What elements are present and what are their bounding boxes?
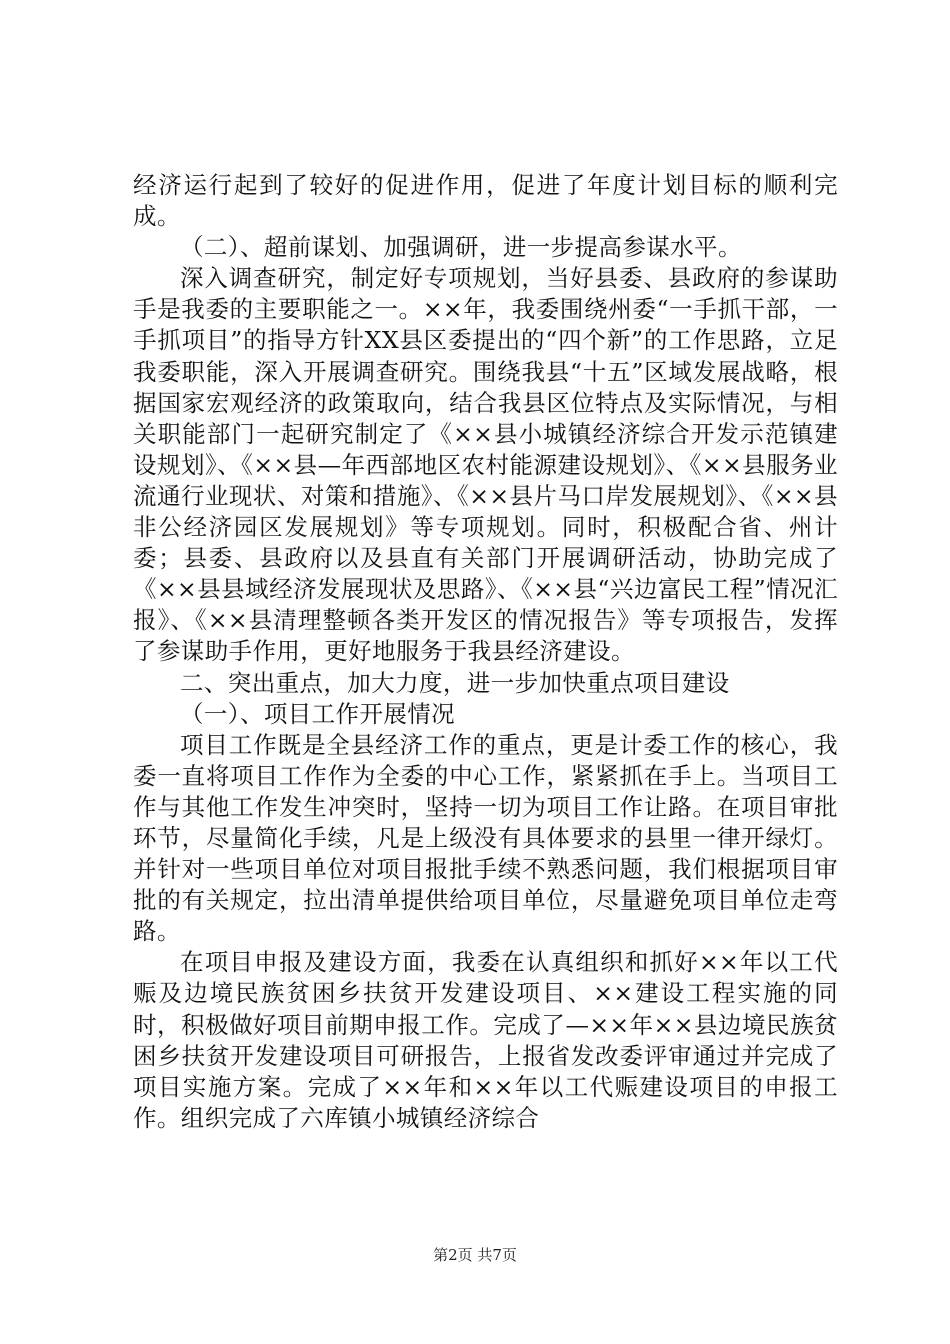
subheading-section-2: （二）、超前谋划、加强调研，进一步提高参谋水平。 bbox=[180, 233, 742, 262]
page-footer: 第2页 共7页 bbox=[433, 1246, 517, 1264]
heading-section-two: 二、突出重点，加大力度，进一步加快重点项目建设 bbox=[180, 668, 730, 697]
paragraph-research: 深入调查研究，制定好专项规划，当好县委、县政府的参谋助手是我委的主要职能之一。××年，我委围绕州委“一手抓干部，一手抓项目”的指导方针XX县区委提出的“四个新”的工作思路，立足我委职能，深入开展调查研究。围绕我县“十五”区域发展战略，根据国家宏观经济的政策取向，结合我县区位特点及实际情况，与相关职能部门一起研究制定了《××县小城镇经济综合开发示范镇建设规划》、《××县—年西部地区农村能源建设规划》、《××县服务业流通行业现状、对策和措施》、《××县片马口岸发展规划》、《××县非公经济园区发展规划》等专项规划。同时，积极配合省、州计委；县委、县政府以及县直有关部门开展调研活动，协助完成了《××县县域经济发展现状及思路》、《××县“兴边富民工程”情况汇报》、《××县清理整顿各类开发区的情况报告》等专项报告，发挥了参谋助手作用，更好地服务于我县经济建设。 bbox=[133, 264, 838, 666]
paragraph-continuation: 经济运行起到了较好的促进作用，促进了年度计划目标的顺利完成。 bbox=[133, 171, 838, 231]
document-body bbox=[133, 170, 838, 1134]
paragraph-project-application: 在项目申报及建设方面，我委在认真组织和抓好××年以工代赈及边境民族贫困乡扶贫开发建设项目、××建设工程实施的同时，积极做好项目前期申报工作。完成了—××年××县边境民族贫困乡扶贫开发建设项目可研报告，上报省发改委评审通过并完成了项目实施方案。完成了××年和××年以工代赈建设项目的申报工作。组织完成了六库镇小城镇经济综合 bbox=[133, 948, 838, 1132]
subheading-project-work: （一）、项目工作开展情况 bbox=[180, 699, 456, 728]
paragraph-project-work: 项目工作既是全县经济工作的重点，更是计委工作的核心，我委一直将项目工作作为全委的中心工作，紧紧抓在手上。当项目工作与其他工作发生冲突时，坚持一切为项目工作让路。在项目审批环节，尽量简化手续，凡是上级没有具体要求的县里一律开绿灯。并针对一些项目单位对项目报批手续不熟悉问题，我们根据项目审批的有关规定，拉出清单提供给项目单位，尽量避免项目单位走弯路。 bbox=[133, 730, 838, 946]
